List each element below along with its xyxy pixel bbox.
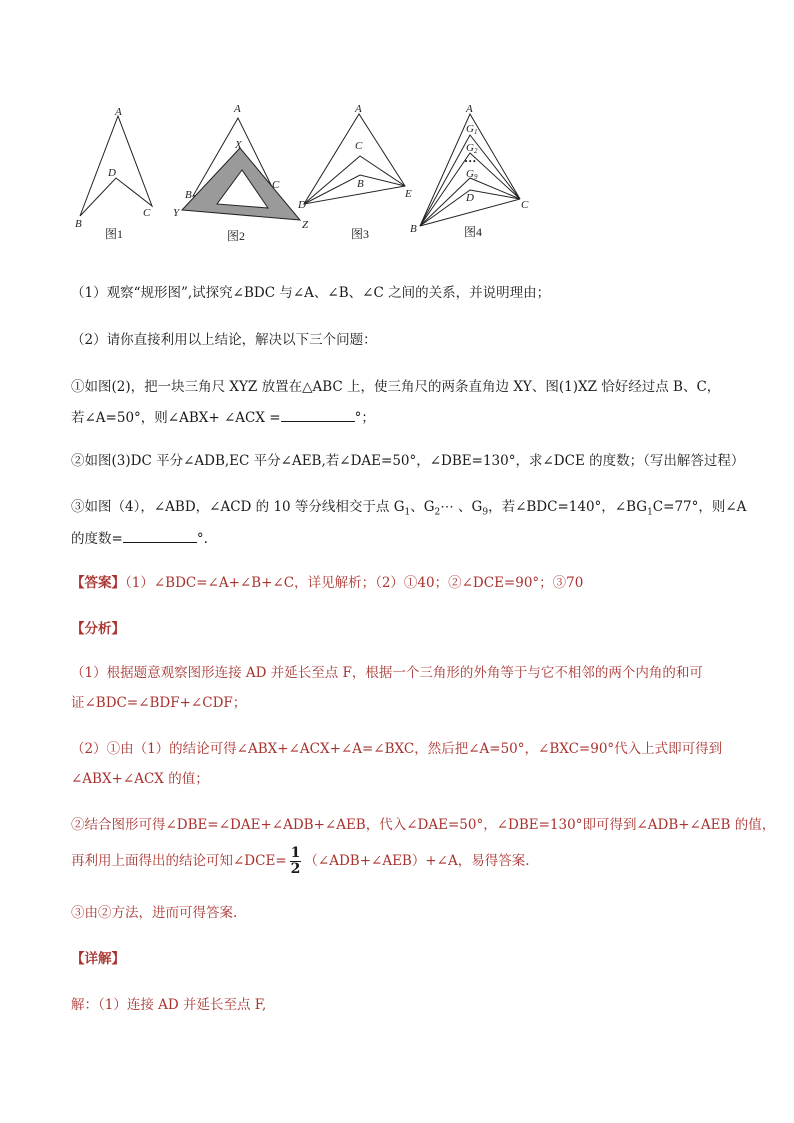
question-2-3-line2 xyxy=(71,528,208,549)
fig1-caption: 图1 xyxy=(105,227,124,241)
fig2-point-a: A xyxy=(234,103,241,115)
q23-sub1b: 1 xyxy=(647,507,653,518)
q23-text-e: C=77°，则∠A xyxy=(652,499,747,515)
analysis-p3-line2 xyxy=(71,846,530,877)
figure-3 xyxy=(304,114,405,204)
q23-sub2: 2 xyxy=(434,507,441,518)
fig2-point-b: B xyxy=(185,189,192,201)
q23-line2-text: 的度数= xyxy=(71,531,123,547)
question-1: （1）观察“规形图”,试探究∠BDC 与∠A、∠B、∠C 之间的关系，并说明理由； xyxy=(71,285,551,301)
question-2-1-text: 若∠A=50°，则∠ABX+ ∠ACX = xyxy=(71,410,281,426)
fig2-point-x: X xyxy=(235,139,242,151)
detail-tag: 【详解】 xyxy=(71,951,125,967)
q23-text-c: ⋯ 、G xyxy=(440,499,483,515)
fig2-caption: 图2 xyxy=(227,229,246,243)
q23-text-b: 、G xyxy=(410,499,435,515)
question-2: （2）请你直接利用以上结论，解决以下三个问题： xyxy=(71,332,377,348)
fig4-point-c: C xyxy=(521,199,529,211)
fig2-point-y: Y xyxy=(173,207,180,219)
question-2-2: ②如图(3)DC 平分∠ADB,EC 平分∠AEB,若∠DAE=50°，∠DBE=130°，求∠DCE 的度数；（写出解答过程） xyxy=(71,453,745,469)
fig1-point-d: D xyxy=(108,167,116,179)
q23-text-d: ，若∠BDC=140°，∠BG xyxy=(488,499,648,515)
fig3-point-c: C xyxy=(355,140,363,152)
fig4-point-b: B xyxy=(410,223,417,235)
question-2-1-line2 xyxy=(71,407,375,428)
answer-section xyxy=(71,573,583,593)
analysis-p2-line2: ∠ABX+∠ACX 的值； xyxy=(71,771,209,787)
q23-line2-unit: °. xyxy=(196,531,208,547)
fig4-ellipsis: ••• xyxy=(464,158,477,166)
fig1-point-a: A xyxy=(115,106,122,118)
detail-line1: 解：（1）连接 AD 并延长至点 F, xyxy=(71,997,267,1013)
fig3-point-d: D xyxy=(298,199,306,211)
fig4-point-g9: G9 xyxy=(466,168,478,181)
fraction-one-half xyxy=(290,846,302,877)
figure-1 xyxy=(80,116,152,216)
fig3-point-a: A xyxy=(355,103,362,115)
analysis-p1-line2: 证∠BDC=∠BDF+∠CDF； xyxy=(71,695,247,711)
question-2-1-unit: °； xyxy=(354,410,375,426)
fig2-point-c: C xyxy=(272,179,280,191)
analysis-tag: 【分析】 xyxy=(71,621,125,637)
analysis-p3-line1: ②结合图形可得∠DBE=∠DAE+∠ADB+∠AEB，代入∠DAE=50°，∠DBE=130°即可得到∠ADB+∠AEB 的值， xyxy=(71,817,776,833)
fig3-point-b: B xyxy=(357,178,364,190)
answer-tag: 【答案】 xyxy=(71,575,125,591)
question-2-3-line1 xyxy=(71,497,746,523)
q23-text-a: ③如图（4），∠ABD，∠ACD 的 10 等分线相交于点 G xyxy=(71,499,405,515)
analysis-p1-line1: （1）根据题意观察图形连接 AD 并延长至点 F，根据一个三角形的外角等于与它不相邻的两个内角的和可 xyxy=(71,665,703,681)
fig1-point-b: B xyxy=(75,218,82,230)
fig1-point-c: C xyxy=(143,207,151,219)
fig4-point-g2: G2 xyxy=(466,142,478,155)
answer-blank-1 xyxy=(281,407,355,422)
answer-text: （1）∠BDC=∠A+∠B+∠C，详见解析；（2）①40；②∠DCE=90°；③70 xyxy=(125,575,584,591)
fig4-caption: 图4 xyxy=(464,225,483,239)
fig4-point-a: A xyxy=(466,103,473,115)
fig3-caption: 图3 xyxy=(351,227,370,241)
question-2-1-line1: ①如图(2)，把一块三角尺 XYZ 放置在△ABC 上，使三角尺的两条直角边 XY、图(1)XZ 恰好经过点 B、C， xyxy=(71,379,721,395)
analysis-p3-text-b: （∠ADB+∠AEB）+∠A，易得答案. xyxy=(304,853,530,869)
fraction-denominator: 2 xyxy=(290,861,301,877)
fig4-point-g1: G1 xyxy=(466,123,478,136)
answer-blank-2 xyxy=(123,528,197,543)
fig2-point-z: Z xyxy=(302,219,309,231)
figure-2 xyxy=(182,118,300,220)
geometry-figures xyxy=(60,98,560,248)
fig4-point-d: D xyxy=(466,192,474,204)
q23-sub1: 1 xyxy=(404,507,411,518)
fraction-numerator: 1 xyxy=(290,845,301,861)
q23-sub9: 9 xyxy=(482,507,489,518)
analysis-p3-text-a: 再利用上面得出的结论可知∠DCE= xyxy=(71,853,287,869)
analysis-p4: ③由②方法，进而可得答案. xyxy=(71,905,238,921)
analysis-p2-line1: （2）①由（1）的结论可得∠ABX+∠ACX+∠A=∠BXC，然后把∠A=50°，∠BXC=90°代入上式即可得到 xyxy=(71,741,723,757)
fig3-point-e: E xyxy=(405,188,412,200)
